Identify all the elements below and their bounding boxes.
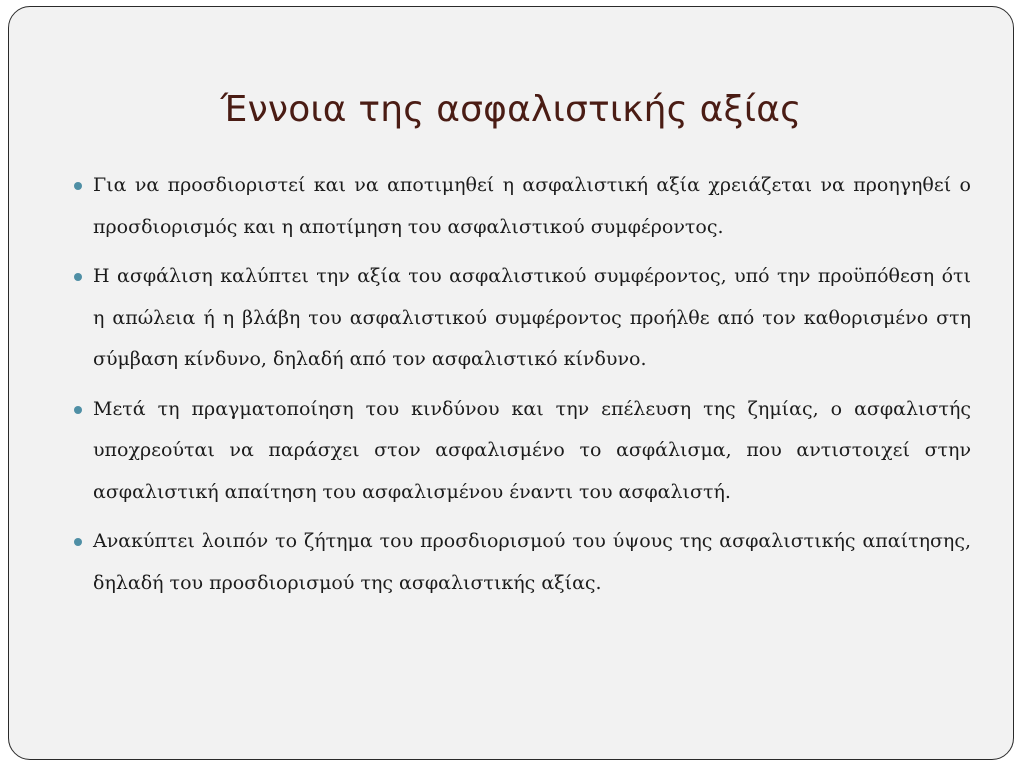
bullet-text: Η ασφάλιση καλύπτει την αξία του ασφαλιστικού συμφέροντος, υπό την προϋπόθεση ότι η απώλεια ή η βλάβη του ασφαλιστικού συμφέροντος προήλθε από τον καθορισμένο στη σύμβαση κίνδυνο, δηλαδή από τον ασφαλιστικό κίνδυνο. <box>93 265 971 370</box>
bullet-item <box>93 256 971 381</box>
slide-title: Έννοια της ασφαλιστικής αξίας <box>220 89 802 130</box>
bullet-text: Για να προσδιοριστεί και να αποτιμηθεί η ασφαλιστική αξία χρειάζεται να προηγηθεί ο προσδιορισμός και η αποτίμηση του ασφαλιστικού συμφέροντος. <box>93 174 971 238</box>
bullet-list <box>93 165 971 612</box>
bullet-text: Ανακύπτει λοιπόν το ζήτημα του προσδιορισμού του ύψους της ασφαλιστικής απαίτησης, δηλαδή του προσδιορισμού της ασφαλιστικής αξίας. <box>93 530 971 594</box>
bullet-dot-icon <box>74 182 82 190</box>
bullet-item <box>93 521 971 604</box>
bullet-dot-icon <box>74 538 82 546</box>
bullet-item <box>93 165 971 248</box>
bullet-dot-icon <box>74 273 82 281</box>
bullet-text: Μετά τη πραγματοποίηση του κινδύνου και την επέλευση της ζημίας, ο ασφαλιστής υποχρεούται να παράσχει στον ασφαλισμένο το ασφάλισμα, που αντιστοιχεί στην ασφαλιστική απαίτηση του ασφαλισμένου έναντι του ασφαλιστή. <box>93 397 971 503</box>
bullet-item <box>93 389 971 514</box>
slide-frame <box>8 6 1014 760</box>
bullet-dot-icon <box>74 406 82 414</box>
